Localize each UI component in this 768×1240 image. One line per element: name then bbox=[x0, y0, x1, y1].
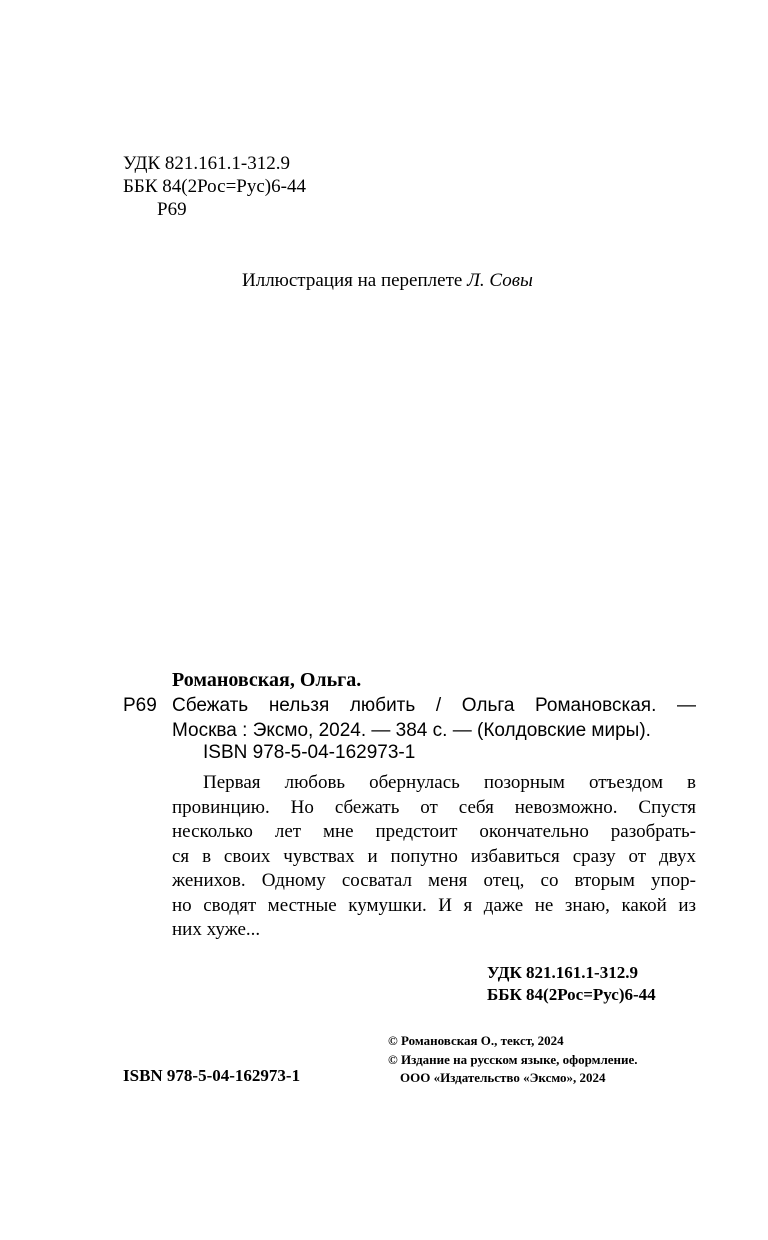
bbk-code: ББК 84(2Рос=Рус)6-44 bbox=[123, 176, 306, 197]
annotation-line: Первая любовь обернулась позорным отъездом в bbox=[203, 772, 696, 793]
annotation-line: провинцию. Но сбежать от себя невозможно. Спустя bbox=[172, 796, 696, 818]
author-sign: Р69 bbox=[157, 199, 187, 220]
annotation-line: но сводят местные кумушки. И я даже не знаю, какой из bbox=[172, 894, 696, 916]
annotation-line: них хуже... bbox=[172, 919, 261, 940]
bottom-classification-codes bbox=[487, 962, 656, 1006]
illustration-prefix: Иллюстрация на переплете bbox=[242, 270, 468, 291]
bottom-isbn: ISBN 978-5-04-162973-1 bbox=[123, 1066, 301, 1085]
copyright-edition: © Издание на русском языке, оформление. bbox=[388, 1051, 638, 1067]
copyright-publisher: ООО «Издательство «Эксмо», 2024 bbox=[400, 1070, 606, 1085]
entry-isbn: ISBN 978-5-04-162973-1 bbox=[203, 742, 416, 763]
copyright-text: © Романовская О., текст, 2024 bbox=[388, 1033, 564, 1048]
top-classification-codes bbox=[123, 152, 306, 221]
entry-author-sign: Р69 bbox=[123, 695, 157, 716]
illustration-credit bbox=[242, 270, 533, 292]
udk-code: УДК 821.161.1-312.9 bbox=[123, 153, 290, 174]
annotation bbox=[172, 771, 696, 943]
annotation-line: ся в своих чувствах и попутно избавиться сразу от двух bbox=[172, 845, 696, 867]
entry-author: Романовская, Ольга. bbox=[172, 669, 362, 691]
annotation-line: несколько лет мне предстоит окончательно разобрать- bbox=[172, 821, 696, 842]
biblio-line-2: Москва : Эксмо, 2024. — 384 с. — (Колдовские миры). bbox=[172, 720, 651, 741]
bottom-bbk-code: ББК 84(2Рос=Рус)6-44 bbox=[487, 985, 656, 1004]
bibliographic-description bbox=[172, 693, 696, 743]
biblio-line-1: Сбежать нельзя любить / Ольга Романовская. — bbox=[172, 695, 696, 716]
bottom-udk-code: УДК 821.161.1-312.9 bbox=[487, 963, 638, 982]
copyright-block bbox=[388, 1032, 638, 1088]
illustration-artist: Л. Совы bbox=[467, 270, 533, 291]
annotation-line: женихов. Одному сосватал меня отец, со вторым упор- bbox=[172, 870, 696, 891]
